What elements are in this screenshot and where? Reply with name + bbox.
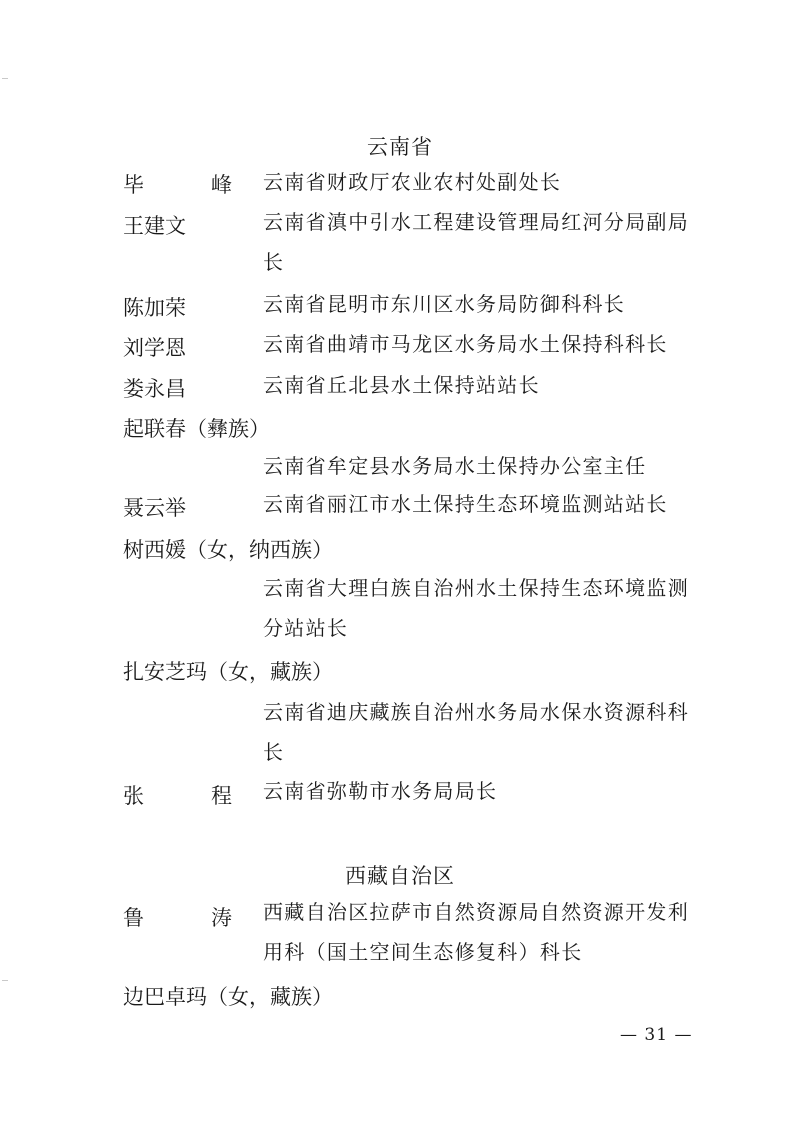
entry-name: 起联春（彝族） xyxy=(123,417,270,441)
entry-title-line: 用科（国土空间生态修复科）科长 xyxy=(263,940,583,964)
section-heading-yunnan: 云南省 xyxy=(367,135,433,159)
entry-title xyxy=(263,324,703,364)
entry-title xyxy=(263,568,703,648)
entry-title-line: 云南省财政厅农业农村处副处长 xyxy=(263,170,562,194)
entry-title-line: 云南省滇中引水工程建设管理局红河分局副局 xyxy=(263,210,689,234)
entry-name: 聂云举 xyxy=(123,496,186,520)
entry-title xyxy=(263,692,703,772)
entry-title xyxy=(263,162,703,202)
entry-title xyxy=(263,892,703,972)
entry-name: 陈加荣 xyxy=(123,296,186,320)
entry-name: 王建文 xyxy=(123,214,186,238)
page-number: — 31 — xyxy=(620,1025,693,1045)
entry-title-line: 云南省牟定县水务局水土保持办公室主任 xyxy=(263,454,647,478)
entry-title-line: 长 xyxy=(263,740,285,764)
entry-title xyxy=(263,484,703,524)
entry-name: 树西媛（女，纳西族） xyxy=(123,538,333,562)
entry-title-line: 云南省大理白族自治州水土保持生态环境监测 xyxy=(263,576,689,600)
section-heading-tibet: 西藏自治区 xyxy=(345,864,455,888)
entry-name: 娄永昌 xyxy=(123,377,186,401)
entry-title xyxy=(263,771,703,811)
entry-title xyxy=(263,446,703,486)
entry-title xyxy=(263,365,703,405)
entry-name: 扎安芝玛（女，藏族） xyxy=(123,660,333,684)
entry-title-line: 分站站长 xyxy=(263,616,349,640)
entry-title xyxy=(263,284,703,324)
entry-title-line: 云南省昆明市东川区水务局防御科科长 xyxy=(263,292,626,316)
entry-title-line: 西藏自治区拉萨市自然资源局自然资源开发利 xyxy=(263,900,689,924)
entry-title-line: 长 xyxy=(263,250,285,274)
entry-title xyxy=(263,202,703,282)
entry-title-line: 云南省弥勒市水务局局长 xyxy=(263,779,498,803)
entry-title-line: 云南省丘北县水土保持站站长 xyxy=(263,373,540,397)
entry-title-line: 云南省丽江市水土保持生态环境监测站站长 xyxy=(263,492,668,516)
entry-name: 刘学恩 xyxy=(123,336,186,360)
entry-name: 毕 峰 xyxy=(123,173,255,197)
entry-title-line: 云南省迪庆藏族自治州水务局水保水资源科科 xyxy=(263,700,689,724)
entry-name: 边巴卓玛（女，藏族） xyxy=(123,985,333,1009)
scan-edge-mark xyxy=(2,78,8,79)
entry-name: 鲁 涛 xyxy=(123,906,255,930)
entry-title-line: 云南省曲靖市马龙区水务局水土保持科科长 xyxy=(263,332,668,356)
scan-edge-mark xyxy=(2,980,8,981)
entry-name: 张 程 xyxy=(123,784,255,808)
